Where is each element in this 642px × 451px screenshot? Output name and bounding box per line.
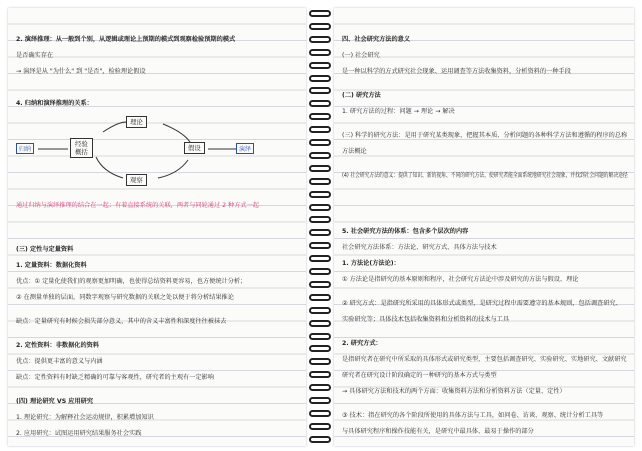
spiral-ring	[309, 333, 331, 340]
spiral-ring	[309, 242, 331, 249]
note-line: 4. 归纳和演绎推理的关系：	[16, 100, 93, 107]
note-line: 2. 研究方式：	[342, 340, 382, 347]
note-line: 与具体研究程序和操作技能有关，是研究中最具体、最易于操作的部分	[342, 428, 534, 435]
left-page	[8, 8, 306, 446]
theory-node: 理论	[126, 116, 147, 128]
spiral-ring	[309, 358, 331, 365]
spiral-ring	[309, 126, 331, 133]
spiral-ring	[309, 294, 331, 301]
note-line: 2. 定性资料：非数据化的资料	[16, 342, 100, 349]
note-line: 1. 方法论(方法论)：	[342, 260, 400, 267]
spiral-ring	[309, 178, 331, 185]
note-line: 是指研究者在研究中所采取的具体形式或研究类型，主要包括调查研究、实验研究、实地研究、文献研究	[342, 356, 627, 363]
note-line: ③ 技术：指在研究的各个阶段所使用的具体方法与工具，如问卷、访谈、观察、统计分析工具等	[342, 412, 604, 419]
note-line: 2. 演绎推理：从一般到个别，从逻辑或理论上预期的模式到观察检验预期的模式	[16, 36, 236, 43]
note-line: (三) 科学的研究方法：是用于研究某类现象，把握其本质、分析问题的各种科学方法和遵循的程序的总称	[342, 132, 628, 139]
spiral-ring	[309, 204, 331, 211]
note-line: 方法概论	[342, 148, 367, 155]
spiral-ring	[309, 139, 331, 146]
note-line: 1. 定量资料：数据化资料	[16, 262, 87, 269]
note-line: ① 方法论是指研究的基本原则和程序，社会研究方法论中涉及研究的方法与假设、理论	[342, 276, 579, 283]
note-line: ② 研究方式：是指研究所采用的具体形式或类型，是研究过程中需要遵守的基本规则，包括调查研究、	[342, 300, 622, 307]
note-line: → 演绎是从 "为什么" 到 "是否"，检验理论假设	[16, 68, 146, 75]
note-line: 是否确实存在	[16, 52, 54, 59]
spiral-ring	[309, 436, 331, 443]
note-line: 实验研究等；具体技术包括收集资料和分析资料的技术与工具	[342, 316, 510, 323]
spiral-ring	[309, 75, 331, 82]
note-line: 是一种以科学的方式研究社会现象、运用调查等方法收集资料，分析资料的一种手段	[342, 68, 571, 75]
observation-node: 观察	[126, 174, 147, 186]
spiral-ring	[309, 281, 331, 288]
induction-deduction-diagram	[8, 112, 306, 192]
note-line: (四) 理论研究 VS 应用研究	[16, 398, 94, 405]
hypothesis-node: 假设	[184, 142, 205, 154]
spiral-ring	[309, 410, 331, 417]
spiral-ring	[309, 371, 331, 378]
spiral-ring	[309, 165, 331, 172]
spiral-ring	[309, 10, 331, 17]
note-line: 优点：提供更丰富的意义与内涵	[16, 358, 103, 365]
spiral-ring	[309, 397, 331, 404]
spiral-ring	[309, 152, 331, 159]
right-page	[334, 8, 634, 446]
note-line: 社会研究方法体系：方法论、研究方式、具体方法与技术	[342, 244, 497, 251]
deduction-tag: 演绎	[236, 143, 254, 154]
note-line: 5. 社会研究方法的体系：包含多个层次的内容	[342, 228, 469, 235]
cycle-arrows	[8, 112, 306, 192]
note-line: (一) 社会研究	[342, 52, 380, 59]
spiral-binding	[308, 6, 332, 446]
spiral-ring	[309, 384, 331, 391]
note-line: 1. 研究方法的过程：问题 → 理论 → 解决	[342, 108, 455, 115]
spiral-ring	[309, 191, 331, 198]
spiral-ring	[309, 113, 331, 120]
generalization-node	[70, 138, 93, 158]
spiral-ring	[309, 23, 331, 30]
spiral-ring	[309, 49, 331, 56]
spiral-ring	[309, 87, 331, 94]
note-line: → 具体研究方法和技术的两个方面：收集资料方法和分析资料方法（定量、定性）	[342, 388, 566, 395]
note-line: 缺点：定性资料有时缺乏精确的可靠与客观性，研究者的主观有一定影响	[16, 374, 214, 381]
note-line: (二) 研究方法	[342, 92, 381, 99]
note-line: 四、社会研究方法的意义	[342, 36, 411, 43]
spiral-ring	[309, 36, 331, 43]
spiral-ring	[309, 423, 331, 430]
spiral-ring	[309, 307, 331, 314]
spiral-ring	[309, 320, 331, 327]
note-line: ② 在测量单独的层面，同数字观察与研究数据的关联之处以便于将分析结果推论	[16, 294, 234, 301]
spiral-ring	[309, 268, 331, 275]
generalization-line-2: 概括	[75, 148, 88, 156]
note-line: (三) 定性与定量资料	[16, 246, 74, 253]
note-line: 通过归纳与演绎推理的结合在一起；有着直接系统的关联，两者与同轮通过 2 种方式一起	[16, 202, 259, 209]
spiral-ring	[309, 62, 331, 69]
note-line: 缺点：定量研究有时候会损失部分意义，其中的含义丰富性和深度往往被抹去	[16, 318, 227, 325]
note-line: (4) 社会研究方法的意义：提供了知识、新的视角、不同的研究方法，使研究者能全面系统地研究社会现象，并找到社会问题的解决途径	[342, 172, 628, 179]
spiral-ring	[309, 229, 331, 236]
induction-tag: 归纳	[16, 143, 34, 154]
note-line: 2. 应用研究：试图运用研究结果服务社会实践	[16, 430, 142, 437]
spiral-ring	[309, 255, 331, 262]
note-line: 1. 理论研究：为解释社会运动规律，积累增加知识	[16, 414, 154, 421]
note-line: 研究者在研究设计阶段确定的一种研究的基本方式与类型	[342, 372, 497, 379]
note-line: 优点：① 定量化使我们的观察更加明确，也使得总结资料更容易，也方便统计分析；	[16, 278, 247, 285]
spiral-ring	[309, 216, 331, 223]
spiral-ring	[309, 100, 331, 107]
generalization-line-1: 经验	[75, 140, 88, 148]
spiral-ring	[309, 345, 331, 352]
